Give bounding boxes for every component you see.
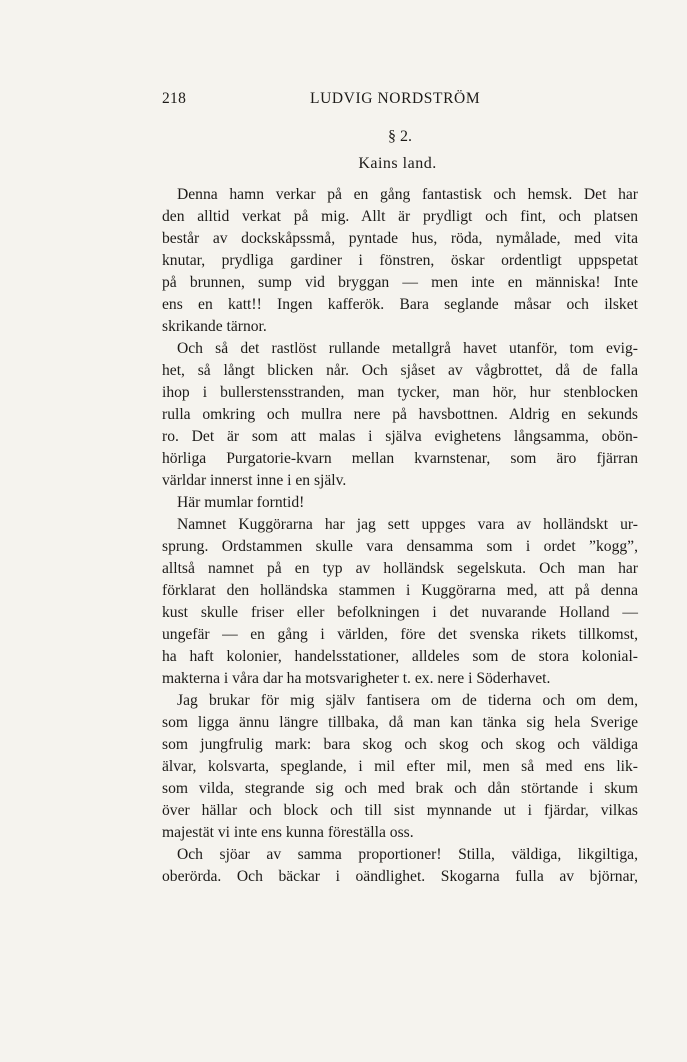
- text-line: som vilda, stegrande sig och med brak och dån störtande i skum: [162, 780, 638, 797]
- text-line: ens en katt!! Ingen kafferök. Bara seglande måsar och ilsket: [162, 296, 638, 313]
- text-line: består av dockskåpssmå, pyntade hus, röda, nymålade, med vita: [162, 230, 638, 247]
- text-line: älvar, kolsvarta, speglande, i mil efter mil, men så med ens lik-: [162, 758, 638, 775]
- text-line: Jag brukar för mig själv fantisera om de tiderna och om dem,: [177, 692, 638, 709]
- text-line: ungefär — en gång i världen, före det svenska rikets tillkomst,: [162, 626, 638, 643]
- text-line: kust skulle friser eller befolkningen i det nuvarande Holland —: [162, 604, 638, 621]
- text-line: oberörda. Och bäckar i oändlighet. Skogarna fulla av björnar,: [162, 868, 638, 885]
- text-line: Denna hamn verkar på en gång fantastisk och hemsk. Det har: [177, 186, 638, 203]
- text-line: majestät vi inte ens kunna föreställa oss.: [162, 824, 414, 841]
- text-line: rulla omkring och mullra nere på havsbottnen. Aldrig en sekunds: [162, 406, 638, 423]
- text-line: ro. Det är som att malas i själva evighetens långsamma, obön-: [162, 428, 638, 445]
- text-line: hörliga Purgatorie-kvarn mellan kvarnstenar, som äro fjärran: [162, 450, 638, 467]
- running-head: [162, 90, 638, 112]
- section-title: Kains land.: [358, 155, 437, 172]
- body-text: [162, 184, 638, 888]
- text-line: som jungfrulig mark: bara skog och skog och skog och väldiga: [162, 736, 638, 753]
- text-line: makterna i våra dar ha motsvarigheter t. ex. nere i Söderhavet.: [162, 670, 551, 687]
- text-line: knutar, prydliga gardiner i fönstren, öskar ordentligt uppspetat: [162, 252, 638, 269]
- text-line: Här mumlar forntid!: [177, 494, 305, 511]
- text-line: sprung. Ordstammen skulle vara densamma som i ordet ”kogg”,: [162, 538, 638, 555]
- text-line: förklarat den holländska stammen i Kuggörarna med, att på denna: [162, 582, 638, 599]
- text-line: het, så långt blicken når. Och sjåset av vågbrottet, då de falla: [162, 362, 638, 379]
- text-line: Och så det rastlöst rullande metallgrå havet utanför, tom evig-: [177, 340, 638, 357]
- running-title: LUDVIG NORDSTRÖM: [310, 90, 481, 107]
- page-number: 218: [162, 90, 187, 107]
- text-line: Och sjöar av samma proportioner! Stilla, väldiga, likgiltiga,: [177, 846, 638, 863]
- section-mark: § 2.: [388, 128, 412, 145]
- text-line: på brunnen, sump vid bryggan — men inte en människa! Inte: [162, 274, 638, 291]
- text-line: skrikande tärnor.: [162, 318, 267, 335]
- text-line: över hällar och block och till sist mynnande ut i fjärdar, vilkas: [162, 802, 638, 819]
- text-line: ihop i bullerstensstranden, man tycker, man hör, hur stenblocken: [162, 384, 638, 401]
- text-line: världar innerst inne i en själv.: [162, 472, 347, 489]
- text-line: alltså namnet på en typ av holländsk segelskuta. Och man har: [162, 560, 638, 577]
- text-line: den alltid verkat på mig. Allt är prydligt och fint, och platsen: [162, 208, 638, 225]
- text-line: Namnet Kuggörarna har jag sett uppges vara av holländskt ur-: [177, 516, 638, 533]
- text-line: ha haft kolonier, handelsstationer, alldeles som de stora kolonial-: [162, 648, 638, 665]
- text-line: som ligga ännu längre tillbaka, då man kan tänka sig hela Sverige: [162, 714, 638, 731]
